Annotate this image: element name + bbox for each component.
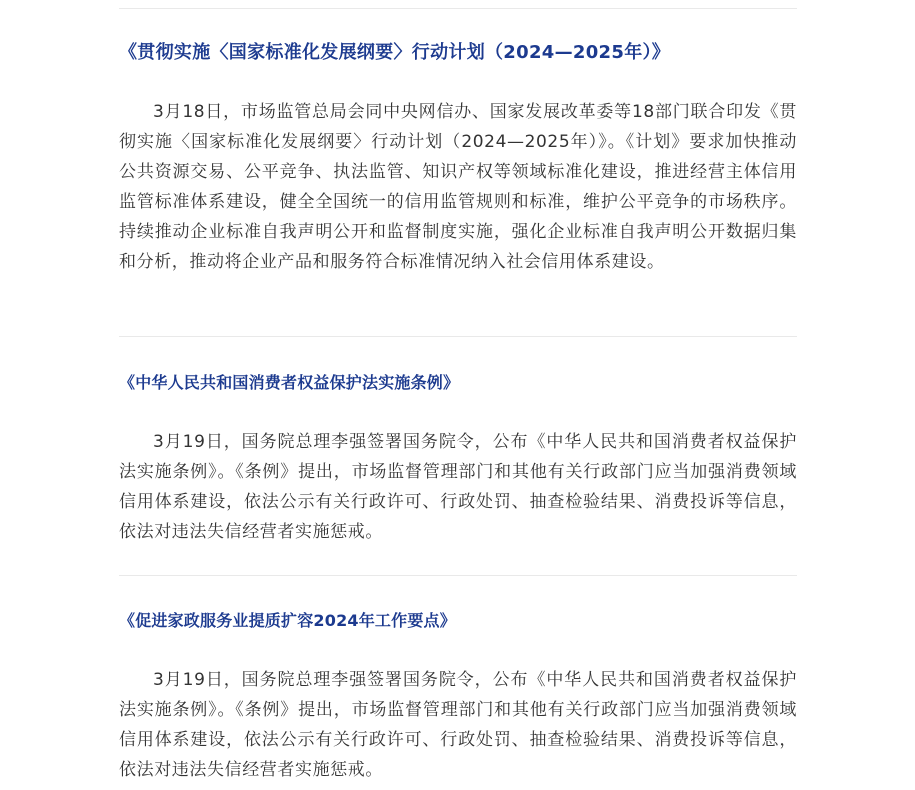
section-divider (119, 336, 797, 337)
section-title-standardization-plan: 《贯彻实施〈国家标准化发展纲要〉行动计划（2024—2025年）》 (119, 42, 671, 63)
section-title-domestic-service-work-points: 《促进家政服务业提质扩容2024年工作要点》 (119, 611, 456, 630)
section-divider (119, 8, 797, 9)
section-body-domestic-service-work-points: 3月19日，国务院总理李强签署国务院令，公布《中华人民共和国消费者权益保护法实施条例》。《条例》提出，市场监督管理部门和其他有关行政部门应当加强消费领域信用体系建设，依法公示有关行政许可、行政处罚、抽查检验结果、消费投诉等信息，依法对违法失信经营者实施惩戒。 (119, 670, 797, 780)
section-divider (119, 575, 797, 576)
section-title-consumer-protection-regulation: 《中华人民共和国消费者权益保护法实施条例》 (119, 373, 460, 392)
section-body-standardization-plan: 3月18日，市场监管总局会同中央网信办、国家发展改革委等18部门联合印发《贯彻实施〈国家标准化发展纲要〉行动计划（2024—2025年）》。《计划》要求加快推动公共资源交易、公平竞争、执法监管、知识产权等领域标准化建设，推进经营主体信用监管标准体系建设，健全全国统一的信用监管规则和标准，维护公平竞争的市场秩序。持续推动企业标准自我声明公开和监督制度实施，强化企业标准自我声明公开数据归集和分析，推动将企业产品和服务符合标准情况纳入社会信用体系建设。 (119, 102, 797, 272)
section-body-consumer-protection-regulation: 3月19日，国务院总理李强签署国务院令，公布《中华人民共和国消费者权益保护法实施条例》。《条例》提出，市场监督管理部门和其他有关行政部门应当加强消费领域信用体系建设，依法公示有关行政许可、行政处罚、抽查检验结果、消费投诉等信息，依法对违法失信经营者实施惩戒。 (119, 432, 797, 542)
